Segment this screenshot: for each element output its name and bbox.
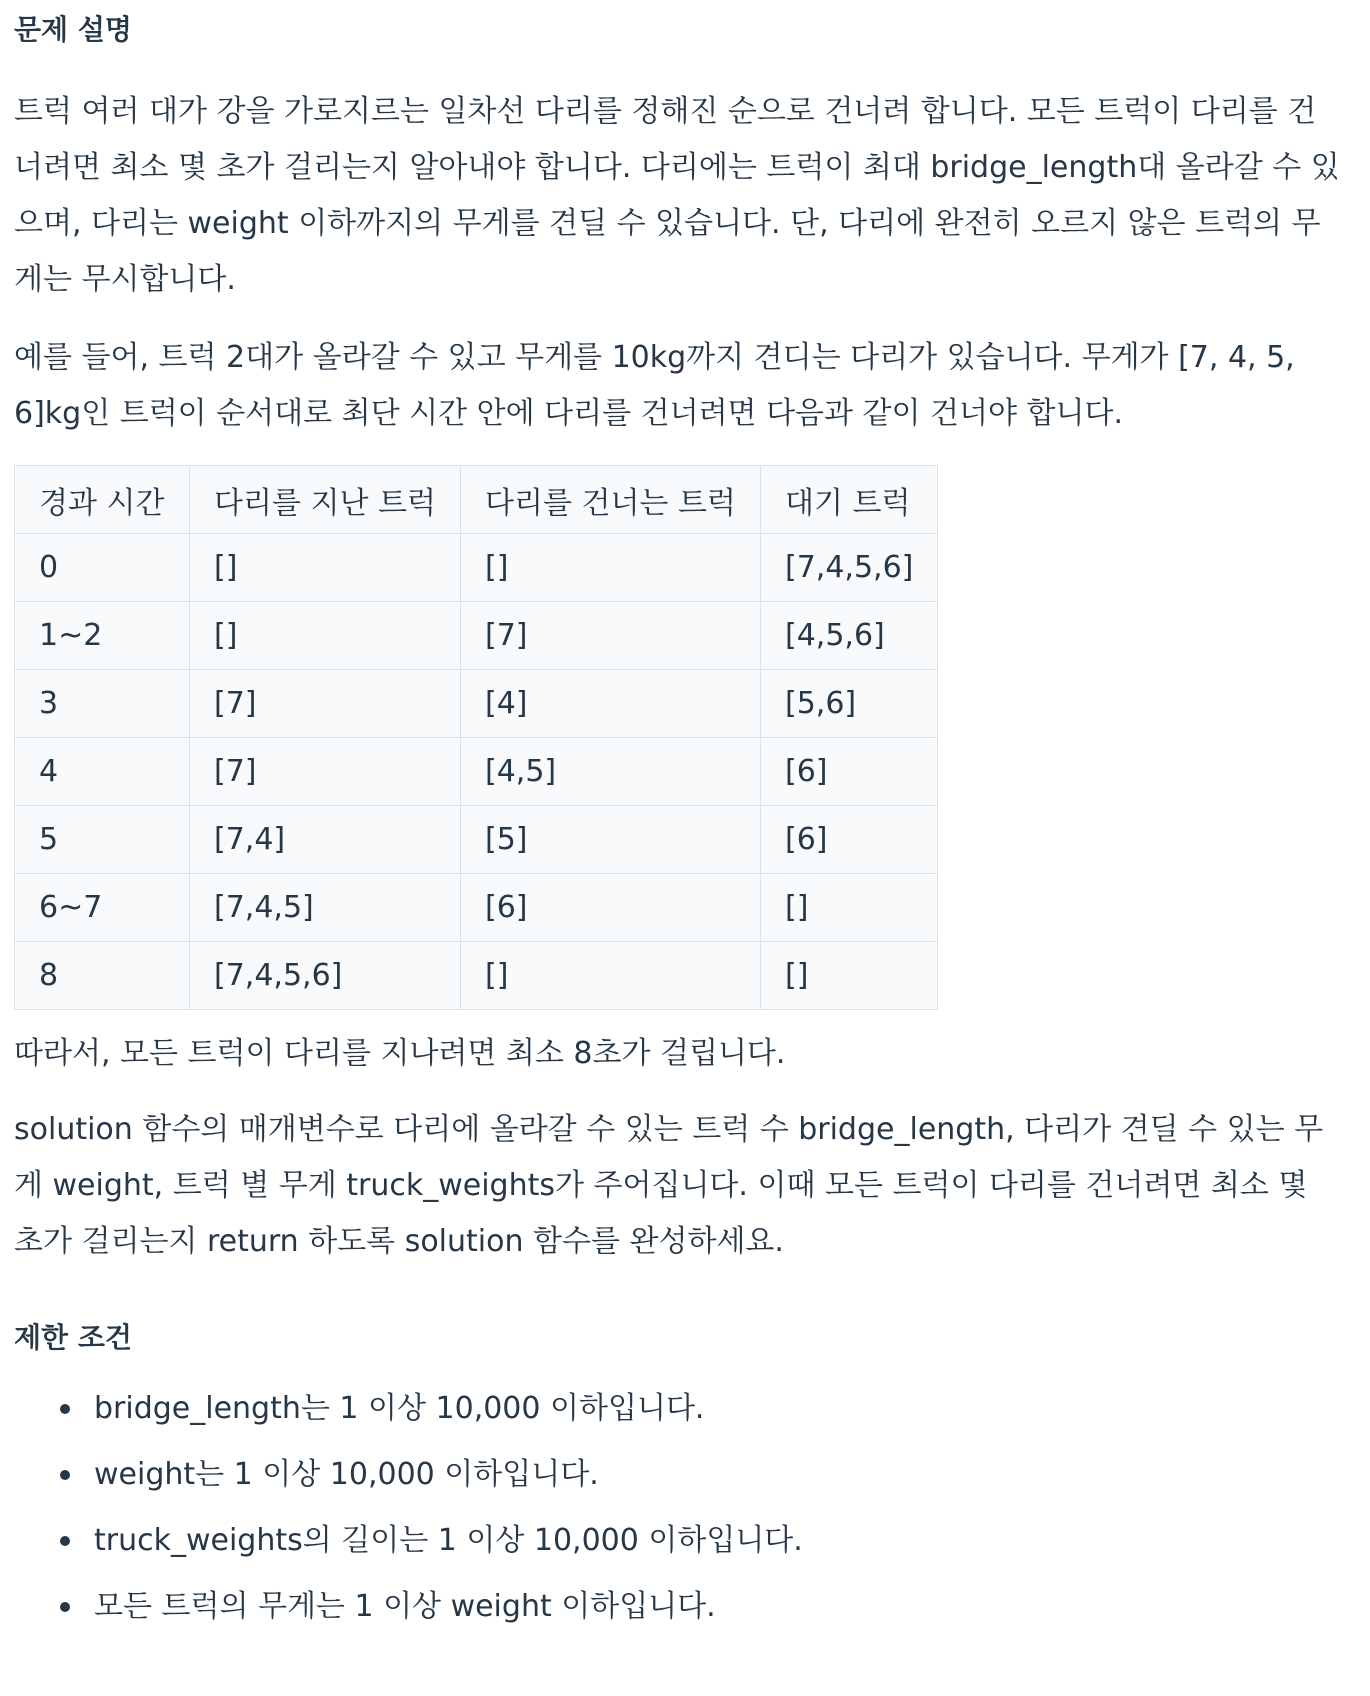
cell-passed-trucks: [] bbox=[190, 602, 461, 670]
cell-waiting-trucks: [6] bbox=[761, 806, 938, 874]
header-elapsed-time: 경과 시간 bbox=[15, 466, 190, 534]
table-row bbox=[15, 806, 938, 874]
table-row bbox=[15, 534, 938, 602]
table-row bbox=[15, 874, 938, 942]
header-waiting-trucks: 대기 트럭 bbox=[761, 466, 938, 534]
cell-crossing-trucks: [6] bbox=[461, 874, 761, 942]
list-item bbox=[14, 1376, 803, 1442]
cell-passed-trucks: [7] bbox=[190, 738, 461, 806]
cell-waiting-trucks: [] bbox=[761, 874, 938, 942]
list-item bbox=[14, 1442, 803, 1508]
constraint-text: 모든 트럭의 무게는 1 이상 weight 이하입니다. bbox=[94, 1589, 716, 1624]
cell-elapsed-time: 6~7 bbox=[15, 874, 190, 942]
cell-elapsed-time: 1~2 bbox=[15, 602, 190, 670]
simulation-table bbox=[14, 465, 938, 1010]
cell-crossing-trucks: [] bbox=[461, 534, 761, 602]
constraints-title: 제한 조건 bbox=[14, 1321, 132, 1354]
bullet-icon bbox=[60, 1536, 70, 1546]
table-row bbox=[15, 738, 938, 806]
cell-waiting-trucks: [4,5,6] bbox=[761, 602, 938, 670]
cell-elapsed-time: 0 bbox=[15, 534, 190, 602]
section-title: 문제 설명 bbox=[14, 13, 132, 46]
cell-passed-trucks: [7] bbox=[190, 670, 461, 738]
list-item bbox=[14, 1508, 803, 1574]
cell-elapsed-time: 8 bbox=[15, 942, 190, 1010]
cell-crossing-trucks: [4,5] bbox=[461, 738, 761, 806]
cell-crossing-trucks: [4] bbox=[461, 670, 761, 738]
cell-waiting-trucks: [6] bbox=[761, 738, 938, 806]
cell-crossing-trucks: [5] bbox=[461, 806, 761, 874]
task-paragraph: solution 함수의 매개변수로 다리에 올라갈 수 있는 트럭 수 bridge_length, 다리가 견딜 수 있는 무게 weight, 트럭 별 무게 truck_weights가 주어집니다. 이때 모든 트럭이 다리를 건너려면 최소 몇 초가 걸리는지 return 하도록 solution 함수를 완성하세요. bbox=[14, 1112, 1324, 1259]
constraint-text: weight는 1 이상 10,000 이하입니다. bbox=[94, 1457, 599, 1492]
constraint-text: bridge_length는 1 이상 10,000 이하입니다. bbox=[94, 1391, 705, 1426]
list-item bbox=[14, 1574, 803, 1640]
cell-elapsed-time: 4 bbox=[15, 738, 190, 806]
cell-elapsed-time: 5 bbox=[15, 806, 190, 874]
header-passed-trucks: 다리를 지난 트럭 bbox=[190, 466, 461, 534]
cell-crossing-trucks: [7] bbox=[461, 602, 761, 670]
cell-passed-trucks: [] bbox=[190, 534, 461, 602]
constraint-text: truck_weights의 길이는 1 이상 10,000 이하입니다. bbox=[94, 1523, 803, 1558]
bullet-icon bbox=[60, 1404, 70, 1414]
cell-waiting-trucks: [7,4,5,6] bbox=[761, 534, 938, 602]
cell-passed-trucks: [7,4,5,6] bbox=[190, 942, 461, 1010]
cell-passed-trucks: [7,4] bbox=[190, 806, 461, 874]
bullet-icon bbox=[60, 1470, 70, 1480]
header-crossing-trucks: 다리를 건너는 트럭 bbox=[461, 466, 761, 534]
table-row bbox=[15, 942, 938, 1010]
cell-elapsed-time: 3 bbox=[15, 670, 190, 738]
constraints-list bbox=[14, 1376, 803, 1640]
table-row bbox=[15, 670, 938, 738]
table-header-row bbox=[15, 466, 938, 534]
description-paragraph: 트럭 여러 대가 강을 가로지르는 일차선 다리를 정해진 순으로 건너려 합니다. 모든 트럭이 다리를 건너려면 최소 몇 초가 걸리는지 알아내야 합니다. 다리에는 트럭이 최대 bridge_length대 올라갈 수 있으며, 다리는 weight 이하까지의 무게를 견딜 수 있습니다. 단, 다리에 완전히 오르지 않은 트럭의 무게는 무시합니다. bbox=[14, 94, 1340, 297]
bullet-icon bbox=[60, 1602, 70, 1612]
cell-crossing-trucks: [] bbox=[461, 942, 761, 1010]
cell-waiting-trucks: [5,6] bbox=[761, 670, 938, 738]
cell-waiting-trucks: [] bbox=[761, 942, 938, 1010]
table-row bbox=[15, 602, 938, 670]
example-paragraph: 예를 들어, 트럭 2대가 올라갈 수 있고 무게를 10kg까지 견디는 다리가 있습니다. 무게가 [7, 4, 5, 6]kg인 트럭이 순서대로 최단 시간 안에 다리를 건너려면 다음과 같이 건너야 합니다. bbox=[14, 340, 1305, 431]
result-paragraph: 따라서, 모든 트럭이 다리를 지나려면 최소 8초가 걸립니다. bbox=[14, 1036, 786, 1071]
cell-passed-trucks: [7,4,5] bbox=[190, 874, 461, 942]
